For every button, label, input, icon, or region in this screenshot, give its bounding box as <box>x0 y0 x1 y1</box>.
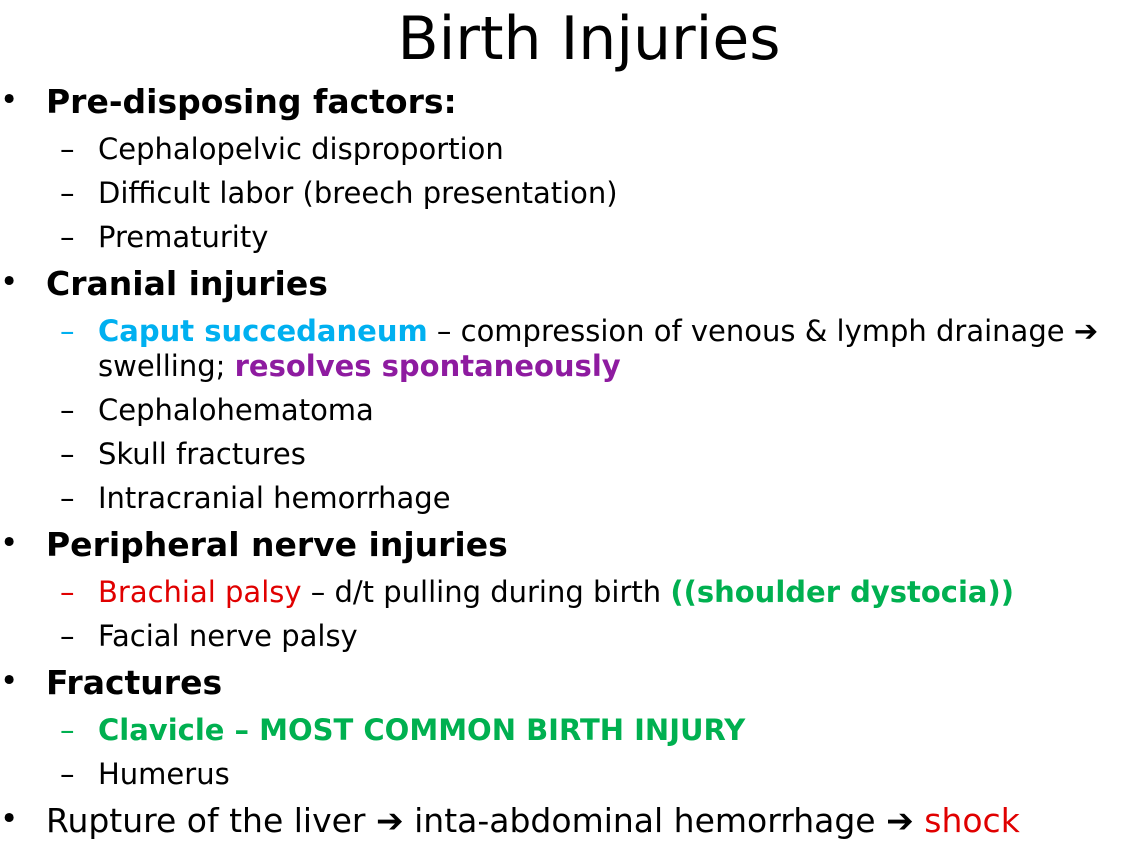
item-text: Difficult labor (breech presentation) <box>98 176 618 210</box>
heading-cranial: Cranial injuries <box>46 264 328 303</box>
bullet-glyph: • <box>0 525 19 561</box>
item-text: Skull fractures <box>98 437 306 471</box>
dash-glyph: – <box>60 393 75 427</box>
item-text: Cephalopelvic disproportion <box>98 132 504 166</box>
dash-glyph: – <box>60 132 75 166</box>
bullet-glyph: • <box>0 663 19 699</box>
bullet-glyph: • <box>0 82 19 118</box>
page-title: Birth Injuries <box>397 4 781 74</box>
dash-glyph: – <box>60 481 75 515</box>
item-text: Facial nerve palsy <box>98 619 358 653</box>
brachial-desc: – d/t pulling during birth <box>301 575 671 609</box>
item-text: Intracranial hemorrhage <box>98 481 451 515</box>
clavicle-text: Clavicle – MOST COMMON BIRTH INJURY <box>98 713 746 747</box>
liver-part3 <box>914 801 925 840</box>
liver-part1: Rupture of the liver <box>46 801 376 840</box>
item-text <box>98 314 1098 348</box>
arrow-icon: ➔ <box>886 801 914 840</box>
dash-glyph: – <box>60 713 75 747</box>
dash-glyph: – <box>60 220 75 254</box>
bullet-glyph: • <box>0 801 19 837</box>
heading-peripheral: Peripheral nerve injuries <box>46 525 508 564</box>
heading-predisposing: Pre-disposing factors: <box>46 82 457 121</box>
caput-cont: swelling; <box>98 349 235 383</box>
item-text: Prematurity <box>98 220 269 254</box>
dash-glyph: – <box>60 176 75 210</box>
liver-part2: inta-abdominal hemorrhage <box>403 801 887 840</box>
arrow-icon: ➔ <box>1073 314 1099 348</box>
arrow-icon: ➔ <box>375 801 404 840</box>
bullet-glyph: • <box>0 264 19 300</box>
brachial-note: ((shoulder dystocia)) <box>670 575 1015 609</box>
item-text: Cephalohematoma <box>98 393 374 427</box>
item-text <box>98 575 1014 609</box>
item-text: Humerus <box>98 757 230 791</box>
dash-glyph: – <box>60 619 75 653</box>
caput-note: resolves spontaneously <box>234 349 621 383</box>
caput-term: Caput succedaneum <box>98 314 428 348</box>
dash-glyph: – <box>60 314 75 348</box>
shock-text: shock <box>924 801 1020 840</box>
dash-glyph: – <box>60 575 75 609</box>
caput-desc: – compression of venous & lymph drainage <box>427 314 1074 348</box>
brachial-term: Brachial palsy <box>98 575 302 609</box>
dash-glyph: – <box>60 437 75 471</box>
dash-glyph: – <box>60 757 75 791</box>
liver-text <box>46 801 1020 840</box>
heading-fractures: Fractures <box>46 663 223 702</box>
item-text <box>98 349 621 383</box>
